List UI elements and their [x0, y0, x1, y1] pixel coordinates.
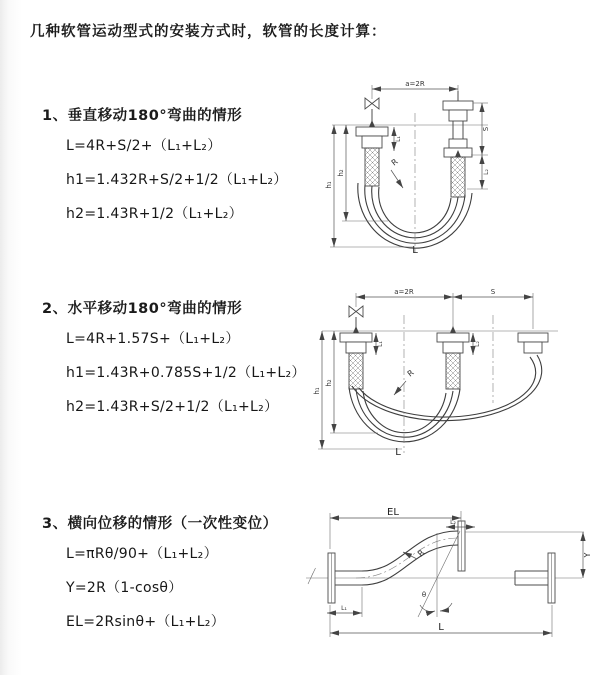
diagram-horizontal-180-bend [308, 283, 592, 458]
section-3-heading: 3、横向位移的情形（一次性变位） [42, 516, 278, 532]
section-horizontal-movement [42, 297, 332, 423]
dim-label-radius: R [416, 548, 427, 559]
dim-label-y: Y [583, 552, 592, 558]
dim-label-h1: h₁ [313, 387, 321, 395]
hose-s-curve [356, 531, 458, 585]
section-lateral-displacement [42, 512, 332, 638]
dim-label-width: a=2R [394, 288, 414, 296]
middle-pipe-flange [437, 326, 469, 389]
upper-flange [458, 521, 465, 571]
formula-length: L=πRθ/90+（L₁+L₂） [66, 546, 218, 562]
radius-callout [390, 157, 403, 188]
dimension-l2 [473, 333, 481, 355]
section-2-heading: 2、水平移动180°弯曲的情形 [42, 301, 243, 317]
dimension-top-width [372, 80, 458, 99]
dimension-l1 [394, 127, 402, 151]
dim-label-radius: R [389, 157, 400, 168]
formula-length: L=4R+S/2+（L₁+L₂） [66, 138, 222, 154]
dimension-length [330, 605, 552, 637]
dim-label-width: a=2R [405, 80, 425, 88]
hose-u-bend [349, 355, 542, 442]
diagram-lateral-displacement [300, 505, 592, 648]
dim-label-l1: L₁ [341, 605, 347, 612]
dim-label-l2: L₂ [474, 341, 481, 347]
formula-h1: h1=1.432R+S/2+1/2（L₁+L₂） [66, 172, 288, 188]
left-pipe-flange [356, 120, 388, 186]
dim-label-radius: R [405, 368, 416, 379]
section-vertical-movement [42, 104, 332, 230]
dim-label-el: EL [387, 507, 399, 518]
section-1-heading: 1、垂直移动180°弯曲的情形 [42, 108, 243, 124]
dimension-l2 [467, 155, 490, 189]
dim-label-angle: θ [421, 591, 427, 599]
right-pipe-flange [443, 91, 473, 197]
dim-label-length: L [412, 245, 418, 255]
right-pipe-flange [518, 333, 548, 353]
dim-label-l2: L₂ [450, 519, 456, 526]
break-symbol [308, 568, 316, 584]
dim-label-l1: L₁ [395, 136, 402, 142]
formula-el: EL=2Rsinθ+（L₁+L₂） [66, 614, 226, 630]
dimension-top-width [356, 288, 533, 329]
dimension-l1 [376, 333, 384, 355]
dim-label-l2: L₂ [483, 169, 490, 175]
dim-label-length: L [438, 622, 444, 633]
formula-y: Y=2R（1-cosθ） [66, 580, 183, 596]
dim-label-length: L [395, 447, 401, 458]
dim-label-s: S [482, 126, 490, 132]
diagram-vertical-180-bend [310, 75, 590, 255]
left-pipe-flange [340, 326, 372, 389]
dim-label-l1: L₁ [377, 341, 384, 347]
formula-h1: h1=1.43R+0.785S+1/2（L₁+L₂） [66, 365, 306, 381]
dim-label-h1: h₁ [325, 181, 333, 189]
dim-label-s: S [490, 288, 496, 296]
angle-construction [418, 531, 460, 617]
dimension-s [471, 103, 490, 155]
dim-label-h2: h₂ [337, 169, 345, 177]
formula-h2: h2=1.43R+1/2（L₁+L₂） [66, 206, 243, 222]
formula-length: L=4R+1.57S+（L₁+L₂） [66, 331, 240, 347]
dimension-el [330, 507, 461, 549]
page-title: 几种软管运动型式的安装方式时，软管的长度计算： [30, 24, 387, 40]
dim-label-h2: h₂ [325, 379, 333, 387]
radius-callout [394, 368, 416, 395]
formula-h2: h2=1.43R+S/2+1/2（L₁+L₂） [66, 399, 279, 415]
